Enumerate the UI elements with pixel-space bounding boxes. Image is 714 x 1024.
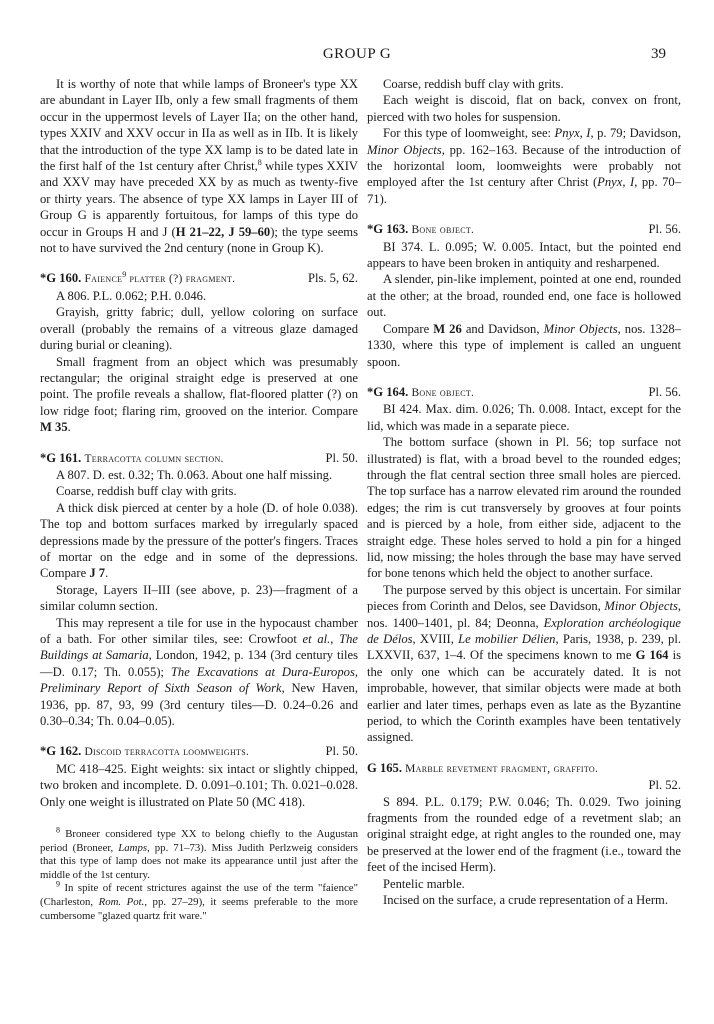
plate-ref: Pls. 5, 62. bbox=[307, 271, 358, 286]
left-column bbox=[40, 76, 358, 923]
plate-ref: Pl. 56. bbox=[648, 384, 681, 399]
entry-meta: BI 374. L. 0.095; W. 0.005. Intact, but the pointed end appears to have been broken in antiquity and resharpened. bbox=[367, 239, 681, 271]
entry-paragraph: The bottom surface (shown in Pl. 56; top surface not illustrated) is flat, with a broad bevel to the rounded edges; through the flat central section three small holes are pierced. The top surface has a narrow elevated rim around the rounded edges; the rim is cut transversely by grooves at four points and is pierced by a hole, from either side, adjacent to the straight edge. These holes served to hold a pin for a hinged lid, now missing; the holes through the base may have served for bone tenons which held the object to another surface. bbox=[367, 435, 681, 581]
plate-ref: Pl. 52. bbox=[648, 778, 681, 793]
entry-paragraph: Pentelic marble. bbox=[383, 876, 465, 891]
entry-paragraph: Coarse, reddish buff clay with grits. bbox=[383, 77, 564, 91]
entry-paragraph: Grayish, gritty fabric; dull, yellow coloring on surface overall (probably the remains of a vitreous glaze damaged during burial or cleaning). bbox=[40, 305, 358, 353]
entry-paragraph: This may represent a tile for use in the hypocaust chamber of a bath. For other similar tiles, see: Crowfoot et al., The Buildings at Samaria, London, 1942, p. 134 (3rd century tiles—D. 0.17; Th. 0.055); The Excavations at Dura-Europos, Preliminary Report of Sixth Season of Work, New Haven, 1936, pp. 87, 93, 99 (3rd century tiles—D. 0.24–0.26 and 0.30–0.34; Th. 0.04–0.05). bbox=[40, 615, 358, 729]
entry-meta: A 806. P.L. 0.062; P.H. 0.046. bbox=[56, 288, 207, 303]
plate-ref: Pl. 56. bbox=[648, 222, 681, 237]
entry-heading-g162: *G 162. Discoid terracotta loomweights. Pl. 50. bbox=[40, 744, 358, 759]
plate-ref: Pl. 50. bbox=[325, 744, 358, 759]
entry-paragraph: Coarse, reddish buff clay with grits. bbox=[56, 484, 237, 499]
entry-paragraph: Compare M 26 and Davidson, Minor Objects, nos. 1328–1330, where this type of implement is called an unguent spoon. bbox=[367, 321, 681, 369]
entry-heading-g160: *G 160. Faience$^9$ platter (?) fragment. Pls. 5, 62. bbox=[40, 270, 358, 286]
entry-heading-g164: *G 164. Bone object. Pl. 56. bbox=[367, 384, 681, 399]
page-header bbox=[0, 46, 714, 66]
footnote-ref: 8 bbox=[257, 157, 262, 167]
entry-meta: BI 424. Max. dim. 0.026; Th. 0.008. Intact, except for the lid, which was made in a separate piece. bbox=[367, 402, 681, 433]
entry-meta: MC 418–425. Eight weights: six intact or slightly chipped, two broken and incomplete. D. 0.091–0.101; Th. 0.021–0.028. Only one weight is illustrated on Plate 50 (MC 418). bbox=[40, 761, 358, 809]
entry-heading-g163: *G 163. Bone object. Pl. 56. bbox=[367, 222, 681, 237]
footnote-8: $^8$ Broneer considered type XX to belong chiefly to the Augustan period (Broneer, Lamps, pp. 71–73). Miss Judith Perlzweig considers that this type of lamp does not make its appearance until just after the middle of the 1st century. bbox=[40, 825, 358, 881]
entry-heading-g165: G 165. Marble revetment fragment, graffito. bbox=[367, 760, 599, 775]
running-head: GROUP G bbox=[322, 46, 392, 62]
entry-paragraph: For this type of loomweight, see: Pnyx, I, p. 79; Davidson, Minor Objects, pp. 162–163. Because of the introduction of the horizontal loom, loomweights were probably not employed after the 1st century after Christ (Pnyx, I, pp. 70–71). bbox=[367, 126, 681, 206]
entry-paragraph: Incised on the surface, a crude representation of a Herm. bbox=[383, 893, 668, 908]
entry-heading-g161: *G 161. Terracotta column section. Pl. 50. bbox=[40, 450, 358, 465]
entry-meta: A 807. D. est. 0.32; Th. 0.063. About one half missing. bbox=[56, 467, 333, 482]
entry-paragraph: A slender, pin-like implement, pointed at one end, rounded at the other; at the broad, rounded end, one face is hollowed out. bbox=[367, 272, 681, 320]
entry-paragraph: A thick disk pierced at center by a hole (D. of hole 0.038). The top and bottom surfaces marked by irregularly spaced depressions made by the pressure of the potter's fingers. Traces of mortar on the edge and in some of the depressions. Compare J 7. bbox=[40, 500, 358, 581]
plate-ref: Pl. 50. bbox=[325, 450, 358, 465]
entry-paragraph: The purpose served by this object is uncertain. For similar pieces from Corinth and Delos, see Davidson, Minor Objects, nos. 1400–1401, pl. 84; Deonna, Exploration archéologique de Délos, XVIII, Le mobilier Délien, Paris, 1938, p. 239, pl. LXXVII, 637, 1–4. Of the specimens known to me G 164 is the only one which can be accurately dated. It is not improbable, however, that similar objects were made at both earlier and later times, perhaps even as late as the Byzantine period, to which the Corinth examples have been tentatively assigned. bbox=[367, 582, 681, 745]
footnotes bbox=[40, 825, 358, 923]
page-number: 39 bbox=[651, 46, 666, 62]
right-column bbox=[367, 76, 681, 909]
entry-meta: S 894. P.L. 0.179; P.W. 0.046; Th. 0.029. Two joining fragments from the rounded edge of a revetment slab; an original straight edge, at right angles to the rounded one, may be preserved at the lower end of the fragment (i.e., toward the feet of the incised Herm). bbox=[367, 794, 681, 875]
entry-paragraph: Small fragment from an object which was presumably rectangular; the original straight edge is preserved at one point. The profile reveals a shallow, flat-floored platter (?) on low ridge foot; flaring rim, grooved on the interior. Compare M 35. bbox=[40, 354, 358, 435]
entry-paragraph: Each weight is discoid, flat on back, convex on front, pierced with two holes for suspension. bbox=[367, 93, 681, 124]
intro-paragraph: It is worthy of note that while lamps of Broneer's type XX are abundant in Layer IIb, only a few small fragments of them occur in the uppermost levels of Layer IIa; on the other hand, types XXIV and XXV occur in IIa as well as in IIb. It is likely that the introduction of the type XX lamp is to be dated late in the first half of the 1st century after Christ,$^8$ while types XXIV and XXV may have preceded XX by as much as twenty-five or thirty years. The absence of type XX lamps in Layer III of Group G is apparently fortuitous, for lamps of this type do occur in Groups H and J (H 21–22, J 59–60); the type seems not to have survived the 2nd century (none in Group K). bbox=[40, 77, 358, 256]
footnote-9: $^9$ In spite of recent strictures against the use of the term "faience" (Charleston, Rom. Pot., pp. 27–29), it seems preferable to the more cumbersome "glazed quartz frit ware." bbox=[40, 879, 358, 922]
entry-paragraph: Storage, Layers II–III (see above, p. 23)—fragment of a similar column section. bbox=[40, 582, 358, 614]
